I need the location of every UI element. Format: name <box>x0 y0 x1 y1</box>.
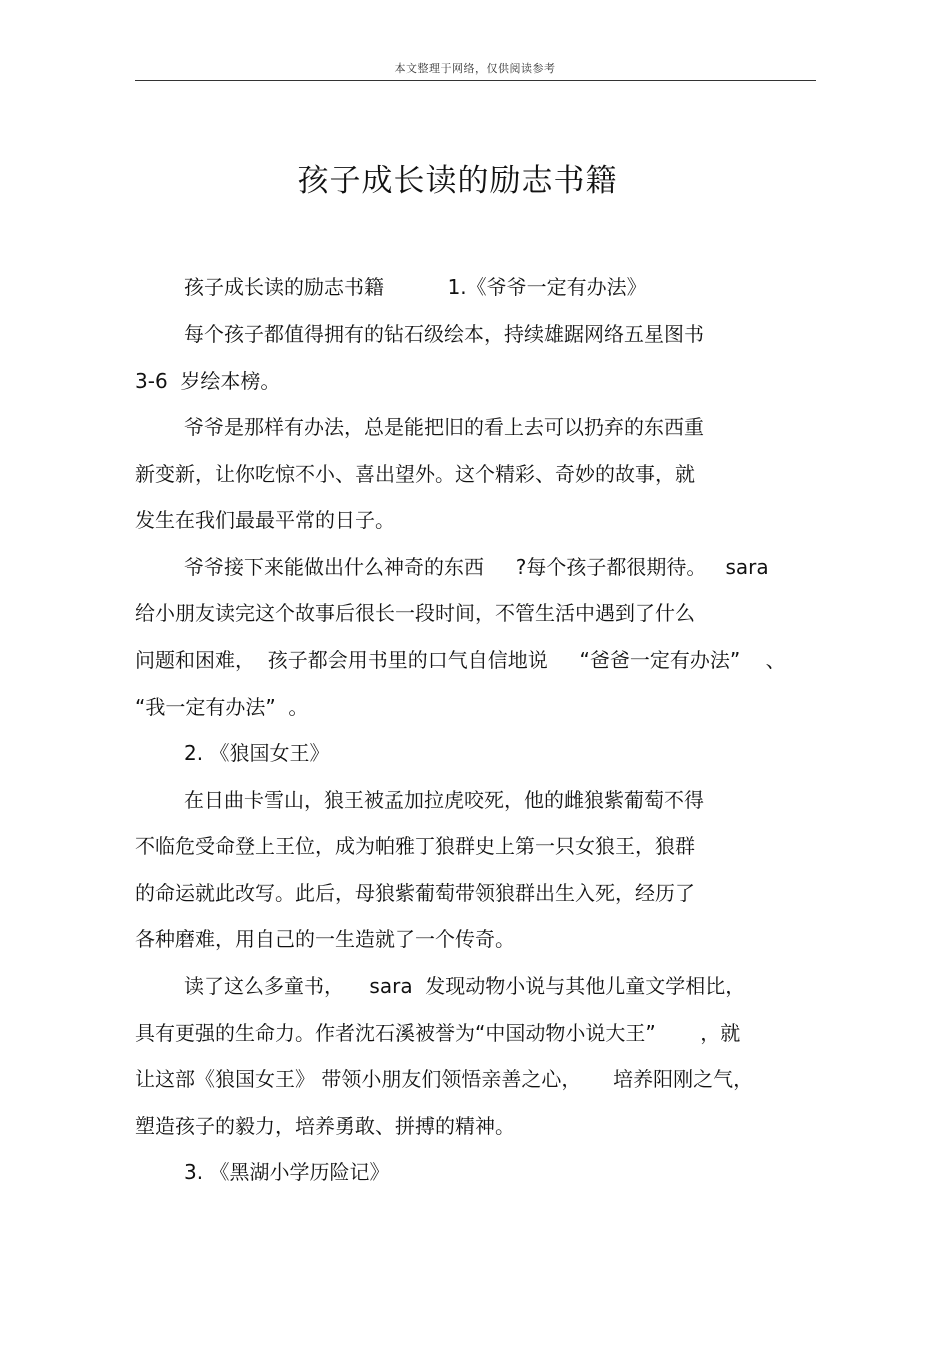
paragraph-line: 各种磨难，用自己的一生造就了一个传奇。 <box>135 927 515 951</box>
document-title: 孩子成长读的励志书籍 <box>297 163 618 199</box>
paragraph-line: 3-6 岁绘本榜。 <box>135 369 281 393</box>
paragraph-line: 爷爷是那样有办法，总是能把旧的看上去可以扔弃的东西重 <box>184 415 704 439</box>
paragraph-line: 在日曲卡雪山，狼王被孟加拉虎咬死，他的雌狼紫葡萄不得 <box>184 788 704 812</box>
paragraph-line: 让这部《狼国女王》 带领小朋友们领悟亲善之心， 培养阳刚之气， <box>135 1067 754 1091</box>
paragraph-line: 具有更强的生命力。作者沈石溪被誉为“中国动物小说大王” ，就 <box>135 1021 741 1045</box>
paragraph-line: 问题和困难， 孩子都会用书里的口气自信地说 “爸爸一定有办法” 、 <box>135 648 786 672</box>
paragraph-line: 每个孩子都值得拥有的钻石级绘本，持续雄踞网络五星图书 <box>184 322 704 346</box>
paragraph-line: 塑造孩子的毅力，培养勇敢、拼搏的精神。 <box>135 1114 515 1138</box>
paragraph-line: 孩子成长读的励志书籍 1.《爷爷一定有办法》 <box>184 275 647 299</box>
paragraph-line: 新变新，让你吃惊不小、喜出望外。这个精彩、奇妙的故事，就 <box>135 462 695 486</box>
paragraph-line: “我一定有办法” 。 <box>135 695 309 719</box>
header-note: 本文整理于网络，仅供阅读参考 <box>394 62 556 75</box>
section-heading: 2. 《狼国女王》 <box>184 741 330 765</box>
paragraph-line: 不临危受命登上王位，成为帕雅丁狼群史上第一只女狼王，狼群 <box>135 834 695 858</box>
paragraph-line: 给小朋友读完这个故事后很长一段时间，不管生活中遇到了什么 <box>135 601 695 625</box>
paragraph-line: 读了这么多童书， sara 发现动物小说与其他儿童文学相比， <box>184 974 746 998</box>
paragraph-line: 的命运就此改写。此后，母狼紫葡萄带领狼群出生入死，经历了 <box>135 881 695 905</box>
paragraph-line: 发生在我们最最平常的日子。 <box>135 508 395 532</box>
header-divider <box>135 80 816 81</box>
section-heading: 3. 《黑湖小学历险记》 <box>184 1160 390 1184</box>
paragraph-line: 爷爷接下来能做出什么神奇的东西 ?每个孩子都很期待。 sara <box>184 555 769 579</box>
